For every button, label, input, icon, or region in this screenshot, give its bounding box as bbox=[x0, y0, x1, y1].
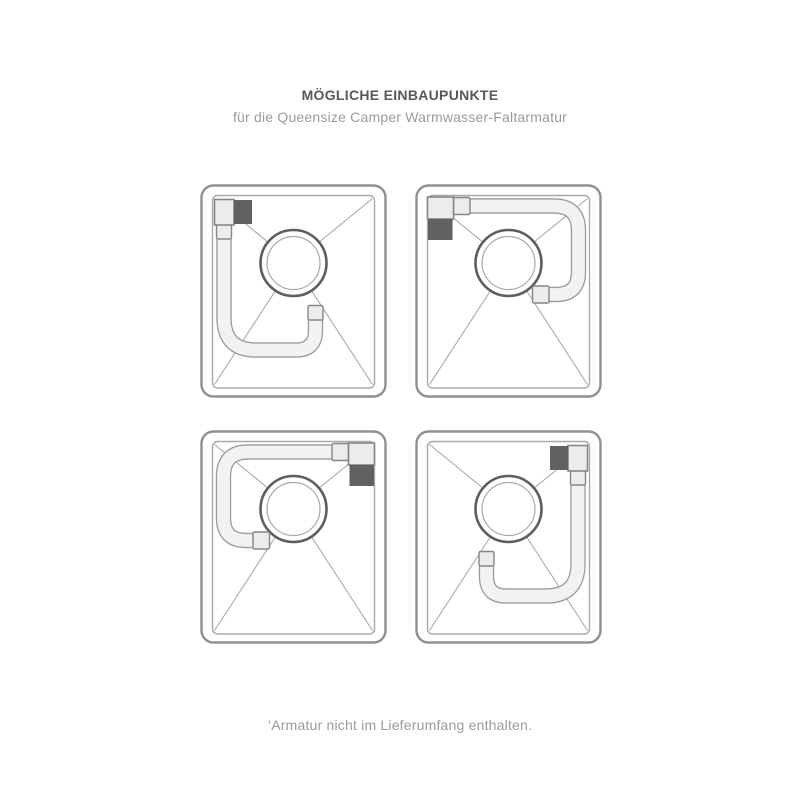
page-title: MÖGLICHE EINBAUPUNKTE bbox=[301, 87, 499, 103]
sink-diagram-2 bbox=[415, 184, 602, 398]
hose-coupling bbox=[533, 286, 550, 303]
faucet-base bbox=[568, 446, 588, 472]
hose-coupling bbox=[253, 532, 270, 549]
sink-diagram-3 bbox=[200, 430, 387, 644]
drain-icon bbox=[261, 230, 327, 296]
sink-diagram-1 bbox=[200, 184, 387, 398]
hose-coupling bbox=[217, 225, 232, 240]
footnote-text: ’Armatur nicht im Lieferumfang enthalten. bbox=[267, 717, 533, 733]
hose-coupling bbox=[571, 471, 586, 486]
footnote bbox=[0, 717, 800, 733]
drain-icon bbox=[476, 230, 542, 296]
hose-coupling bbox=[332, 444, 349, 461]
mounting-hole bbox=[350, 465, 375, 486]
mounting-hole bbox=[550, 446, 568, 470]
position-2-drawing bbox=[415, 184, 602, 398]
faucet-base bbox=[428, 197, 454, 219]
hose-coupling bbox=[479, 552, 494, 567]
page-subtitle: für die Queensize Camper Warmwasser-Faltarmatur bbox=[232, 109, 568, 125]
hose-coupling bbox=[308, 306, 323, 321]
position-3-drawing bbox=[200, 430, 387, 644]
faucet-base bbox=[349, 443, 375, 465]
mounting-hole bbox=[428, 219, 453, 240]
mounting-hole bbox=[234, 200, 252, 224]
position-1-drawing bbox=[200, 184, 387, 398]
drain-icon bbox=[261, 476, 327, 542]
position-4-drawing bbox=[415, 430, 602, 644]
sink-diagram-4 bbox=[415, 430, 602, 644]
faucet-base bbox=[215, 200, 235, 226]
diagram-grid bbox=[200, 184, 602, 644]
header bbox=[0, 86, 800, 127]
drain-icon bbox=[476, 476, 542, 542]
hose-coupling bbox=[454, 198, 471, 215]
